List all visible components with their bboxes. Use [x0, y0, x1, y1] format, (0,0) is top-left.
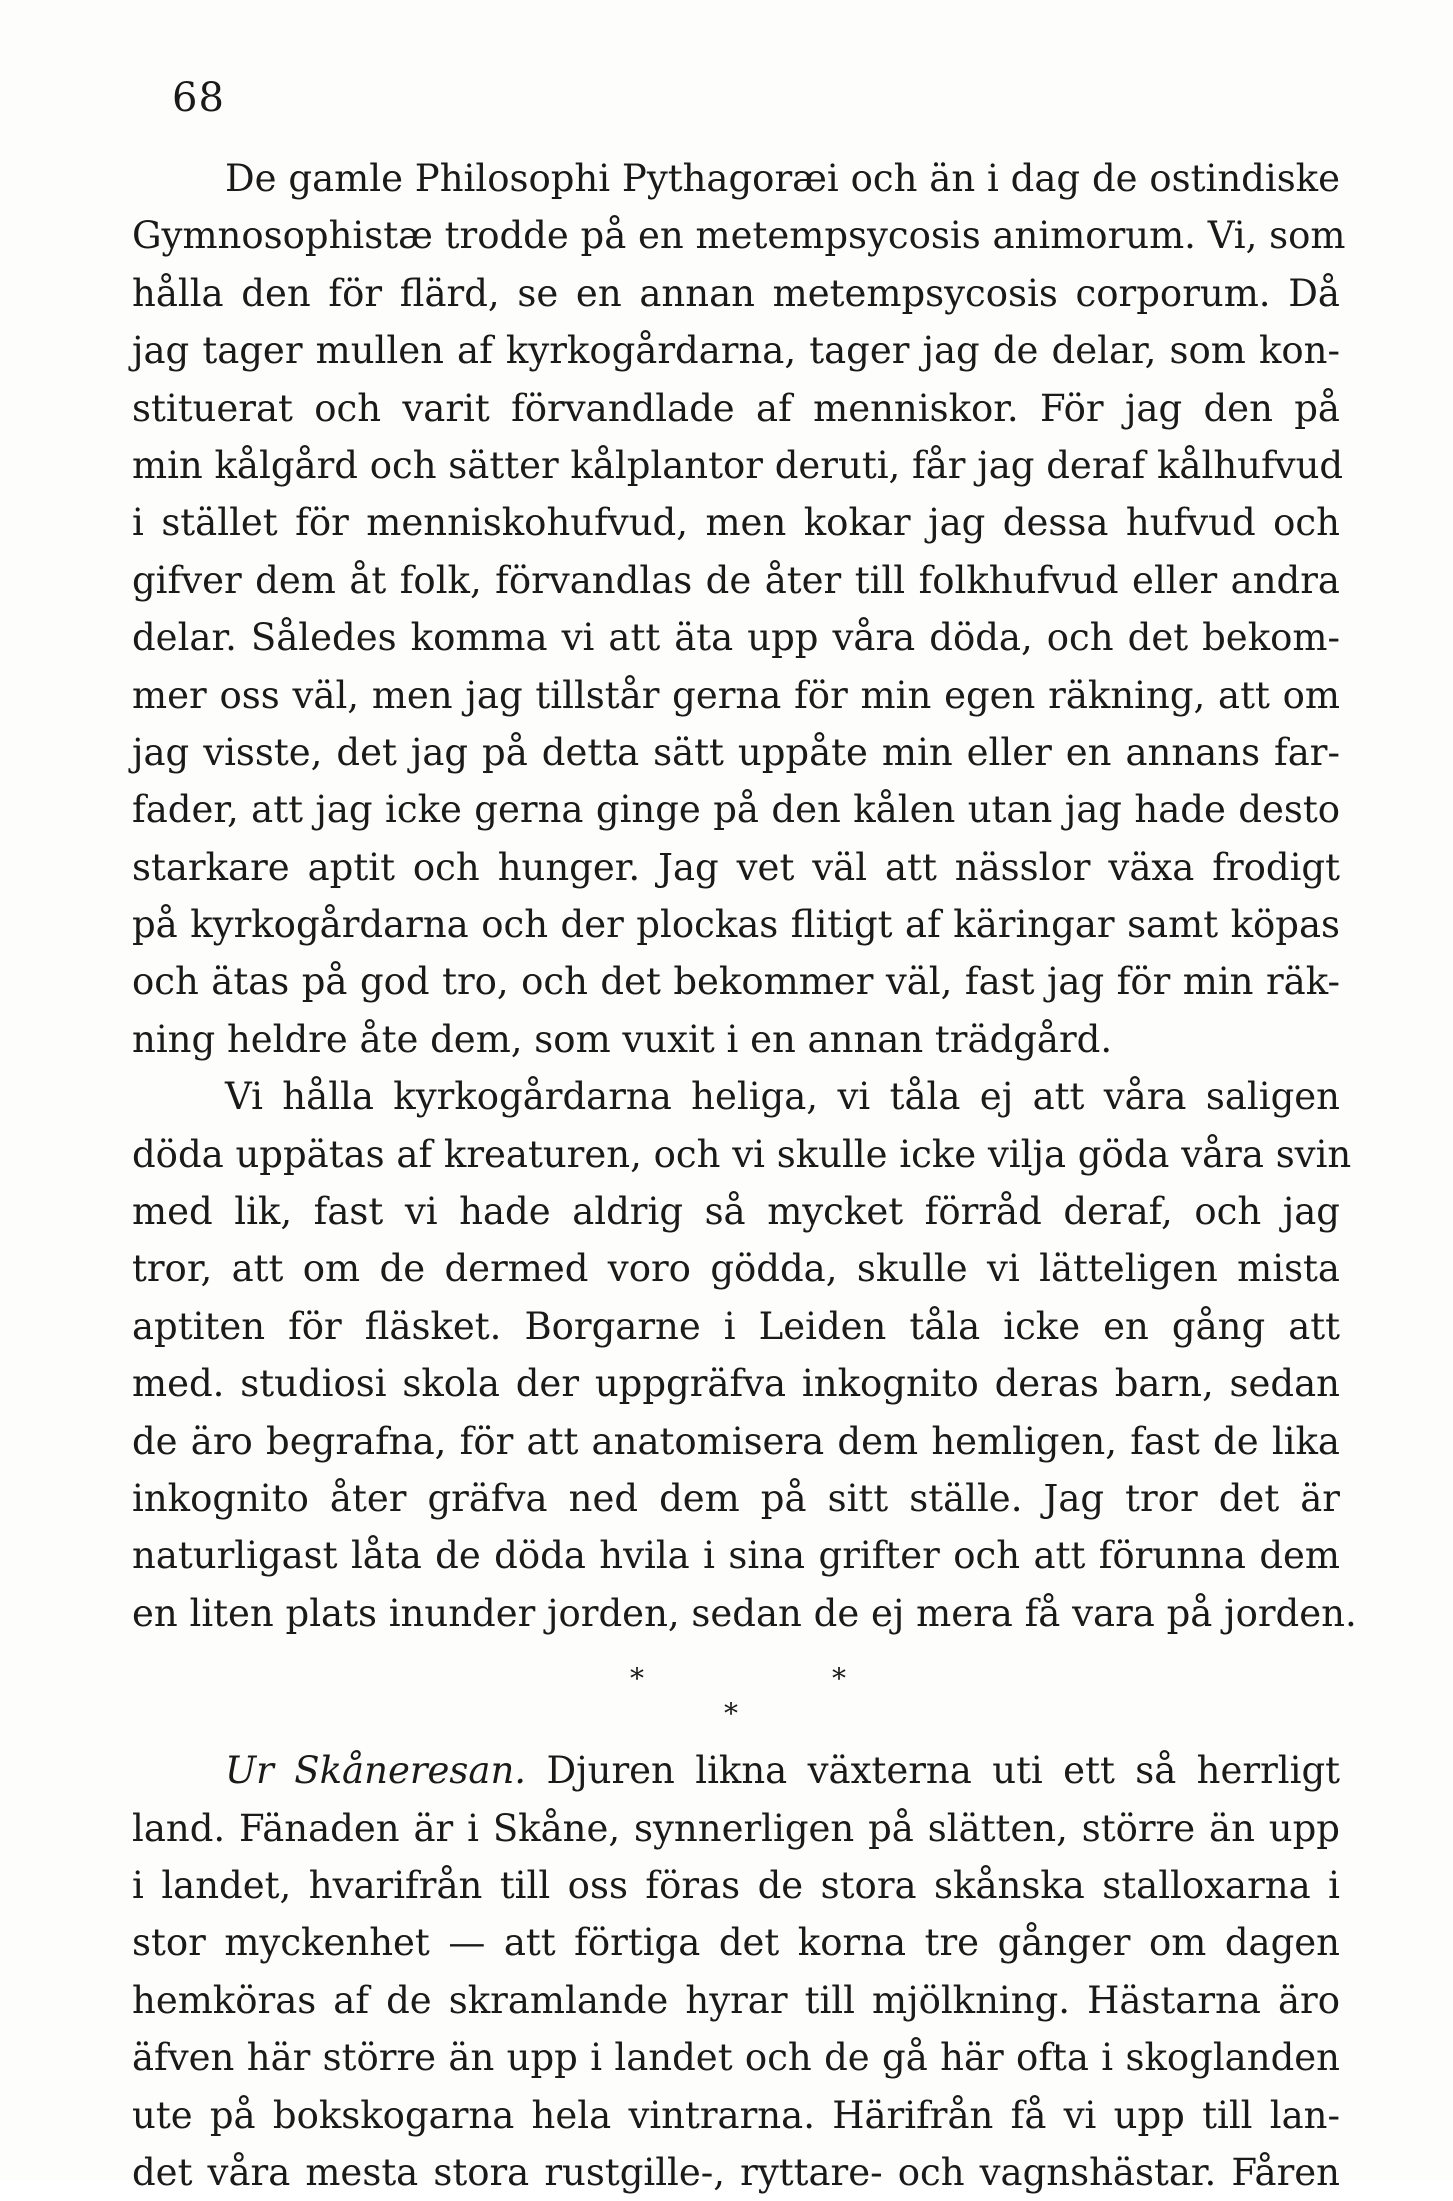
text-line: stor myckenhet — att förtiga det korna tre gånger om dagen	[132, 1921, 1340, 1965]
paragraph-1	[132, 150, 1346, 1068]
text-line: min kålgård och sätter kålplantor deruti, får jag deraf kålhufvud	[132, 443, 1344, 487]
paragraph-2	[132, 1068, 1357, 1642]
text-line: hemköras af de skramlande hyrar till mjölkning. Hästarna äro	[132, 1978, 1340, 2022]
text-line: i stället för menniskohufvud, men kokar jag dessa hufvud och	[132, 501, 1340, 545]
section-title: Ur Skåneresan.	[225, 1749, 527, 1793]
text-line: starkare aptit och hunger. Jag vet väl att nässlor växa frodigt	[132, 845, 1340, 889]
text-line	[132, 1742, 1340, 1799]
text-line: äfven här större än upp i landet och de gå här ofta i skoglanden	[132, 2036, 1340, 2080]
page-number: 68	[172, 75, 225, 121]
text-line: land. Fänaden är i Skåne, synnerligen på slätten, större än upp	[132, 1806, 1340, 1850]
text-line: tror, att om de dermed voro gödda, skulle vi lätteligen mista	[132, 1247, 1340, 1291]
text-line: jag visste, det jag på detta sätt uppåte min eller en annans far-	[132, 730, 1340, 774]
asterism-divider	[132, 1642, 1340, 1742]
asterisk-glyph: *	[724, 1697, 738, 1731]
body-text	[132, 150, 1357, 2201]
text-line: och ätas på god tro, och det bekommer väl, fast jag för min räk-	[132, 960, 1340, 1004]
text-line: ning heldre åte dem, som vuxit i en annan trädgård.	[132, 1017, 1113, 1061]
text-line: det våra mesta stora rustgille-, ryttare- och vagnshästar. Fåren	[132, 2150, 1340, 2194]
text-line: med lik, fast vi hade aldrig så mycket förråd deraf, och jag	[132, 1190, 1340, 1234]
text-line: Vi hålla kyrkogårdarna heliga, vi tåla ej att våra saligen	[225, 1075, 1340, 1119]
text-line: gifver dem åt folk, förvandlas de åter till folkhufvud eller andra	[132, 558, 1340, 602]
text-line: hålla den för flärd, se en annan metempsycosis corporum. Då	[132, 271, 1340, 315]
text-line: på kyrkogårdarna och der plockas flitigt af käringar samt köpas	[132, 903, 1340, 947]
text-line: stituerat och varit förvandlade af menniskor. För jag den på	[132, 386, 1340, 430]
text-line: fader, att jag icke gerna ginge på den kålen utan jag hade desto	[132, 788, 1340, 832]
text-line: naturligast låta de döda hvila i sina grifter och att förunna dem	[132, 1534, 1340, 1578]
text-line: Gymnosophistæ trodde på en metempsycosis animorum. Vi, som	[132, 214, 1346, 258]
asterisk-glyph: *	[630, 1662, 644, 1696]
text-line: i landet, hvarifrån till oss föras de stora skånska stalloxarna i	[132, 1863, 1340, 1907]
text-line: delar. Således komma vi att äta upp våra döda, och det bekom-	[132, 616, 1340, 660]
text-line: ute på bokskogarna hela vintrarna. Härifrån få vi upp till lan-	[132, 2093, 1340, 2137]
text-line: mer oss väl, men jag tillstår gerna för min egen räkning, att om	[132, 673, 1340, 717]
text-line-rest: Djuren likna växterna uti ett så herrligt	[526, 1749, 1341, 1793]
asterisk-glyph: *	[832, 1662, 846, 1696]
paragraph-3	[132, 1742, 1340, 2201]
text-line: inkognito åter gräfva ned dem på sitt ställe. Jag tror det är	[132, 1476, 1340, 1520]
text-line: döda uppätas af kreaturen, och vi skulle icke vilja göda våra svin	[132, 1132, 1352, 1176]
text-line: en liten plats inunder jorden, sedan de ej mera få vara på jorden.	[132, 1591, 1357, 1635]
text-line: de äro begrafna, för att anatomisera dem hemligen, fast de lika	[132, 1419, 1340, 1463]
text-line: jag tager mullen af kyrkogårdarna, tager jag de delar, som kon-	[132, 329, 1340, 373]
text-line: aptiten för fläsket. Borgarne i Leiden tåla icke en gång att	[132, 1304, 1340, 1348]
text-line: med. studiosi skola der uppgräfva inkognito deras barn, sedan	[132, 1362, 1340, 1406]
text-line: De gamle Philosophi Pythagoræi och än i dag de ostindiske	[225, 157, 1340, 200]
